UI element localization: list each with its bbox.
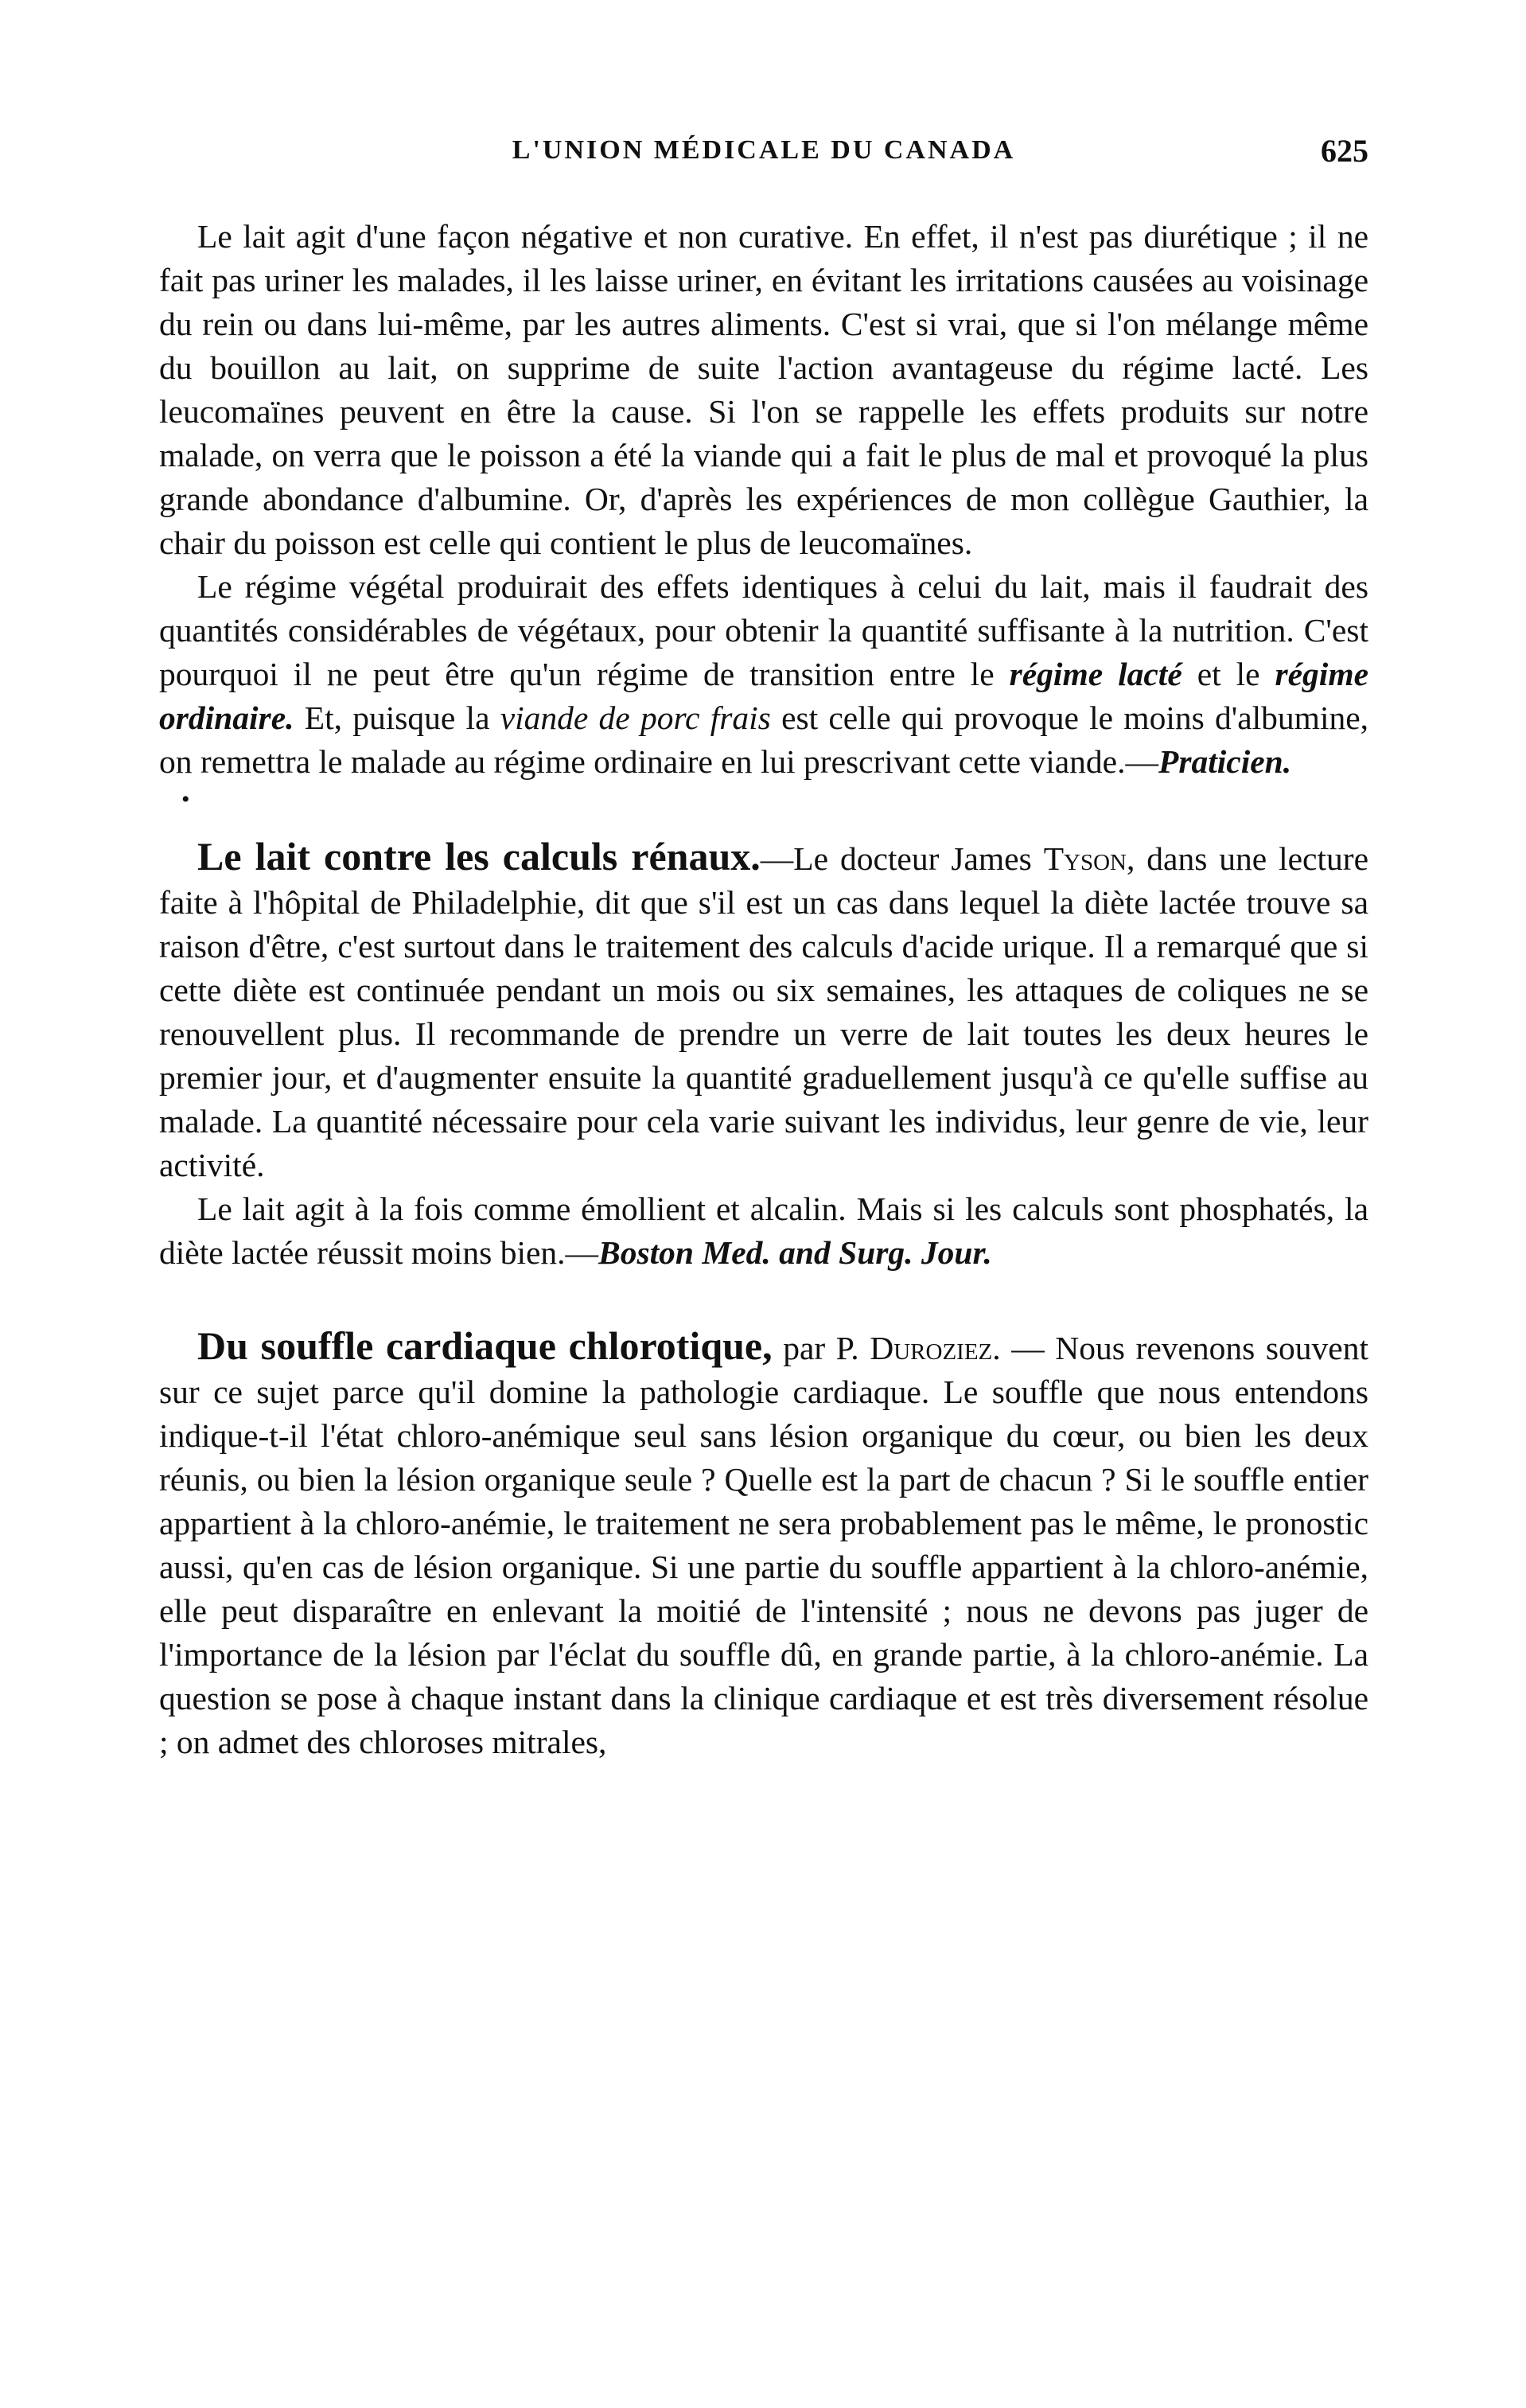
journal-title: L'UNION MÉDICALE DU CANADA xyxy=(512,135,1016,165)
article3-p1-text-a: par P. xyxy=(783,1330,859,1366)
separator-mark: • xyxy=(181,786,190,812)
article1-p2-italic-2: régime ordinaire. xyxy=(159,656,1369,736)
article1-source: Praticien. xyxy=(1158,743,1292,780)
article2-p2-text: Le lait agit à la fois comme émollient et alcalin. Mais si les calculs sont phosphatés, la diète lactée réussit moins bien.— xyxy=(159,1190,1368,1271)
article1-p1-text: Le lait agit d'une façon négative et non curative. En effet, il n'est pas diurétique ; il ne fait pas uriner les malades, il les laisse uriner, en évitant les irritations causées au voisinage du rein ou dans lui-même, par les autres aliments. C'est si vrai, que si l'on mélange même du bouillon au lait, on supprime de suite l'action avantageuse du régime lacté. Les leucomaïnes peuvent en être la cause. Si l'on se rappelle les effets produits sur notre malade, on verra que le poisson a été la viande qui a fait le plus de mal et provoqué la plus grande abondance d'albumine. Or, d'après les expériences de mon collègue Gauthier, la chair du poisson est celle qui contient le plus de leucomaïnes. xyxy=(159,218,1368,561)
journal-page xyxy=(159,135,1368,1764)
running-head xyxy=(159,135,1368,183)
article1-p2-text-b: et le xyxy=(1197,656,1260,692)
article2-p1-text-a: —Le docteur James xyxy=(760,840,1032,877)
article1-p2-text-c: Et, puisque la xyxy=(304,699,490,736)
article2-p1-text-b: , dans une lecture faite à l'hôpital de Philadelphie, dit que s'il est un cas dans lequel la diète lactée trouve sa raison d'être, c'est surtout dans le traitement des calculs d'acide urique. Il a remarqué que si cette diète est continuée pendant un mois ou six semaines, les attaques de coliques ne se renouvellent plus. Il recommande de prendre un verre de lait toutes les deux heures le premier jour, et d'augmenter ensuite la quantité graduellement jusqu'à ce qu'elle suffise au malade. La quantité nécessaire pour cela varie suivant les individus, leur genre de vie, leur activité. xyxy=(159,840,1368,1183)
article3-title: Du souffle cardiaque chlorotique, xyxy=(197,1323,773,1368)
article3-author: Duroziez xyxy=(870,1330,993,1366)
article3-paragraph-1 xyxy=(159,1324,1368,1764)
article2-paragraph-2 xyxy=(159,1187,1368,1275)
article1-paragraph-2 xyxy=(159,565,1368,784)
article1-p2-italic-1: régime lacté xyxy=(1009,656,1182,692)
article2-title: Le lait contre les calculs rénaux. xyxy=(197,834,761,879)
section-spacer xyxy=(159,1275,1368,1324)
article1-p2-text-a: Le régime végétal produirait des effets identiques à celui du lait, mais il faudrait des quantités considérables de végétaux, pour obtenir la quantité suffisante à la nutrition. C'est pourquoi il ne peut être qu'un régime de transition entre le xyxy=(159,568,1368,692)
article1-p2-italic-3: viande de porc frais xyxy=(500,699,771,736)
article1-p2-text-d: est celle qui provoque le moins d'albumine, on remettra le malade au régime ordinaire en lui prescrivant cette viande.— xyxy=(159,699,1369,780)
article2-source: Boston Med. and Surg. Jour. xyxy=(598,1234,992,1271)
article3-p1-text-b: . — Nous revenons souvent sur ce sujet parce qu'il domine la pathologie cardiaque. Le souffle que nous entendons indique-t-il l'état chloro-anémique seul sans lésion organique du cœur, ou bien les deux réunis, ou bien la lésion organique seule ? Quelle est la part de chacun ? Si le souffle entier appartient à la chloro-anémie, le traitement ne sera probablement pas le même, le pronostic aussi, qu'en cas de lésion organique. Si une partie du souffle appartient à la chloro-anémie, elle peut disparaître en enlevant la moitié de l'intensité ; nous ne devons pas juger de l'importance de la lésion par l'éclat du souffle dû, en grande partie, à la chloro-anémie. La question se pose à chaque instant dans la clinique cardiaque et est très diversement résolue ; on admet des chloroses mitrales, xyxy=(159,1330,1368,1760)
article2-paragraph-1 xyxy=(159,835,1368,1187)
article2-author: Tyson xyxy=(1043,840,1127,877)
page-number: 625 xyxy=(1321,133,1368,169)
article1-paragraph-1 xyxy=(159,215,1368,565)
